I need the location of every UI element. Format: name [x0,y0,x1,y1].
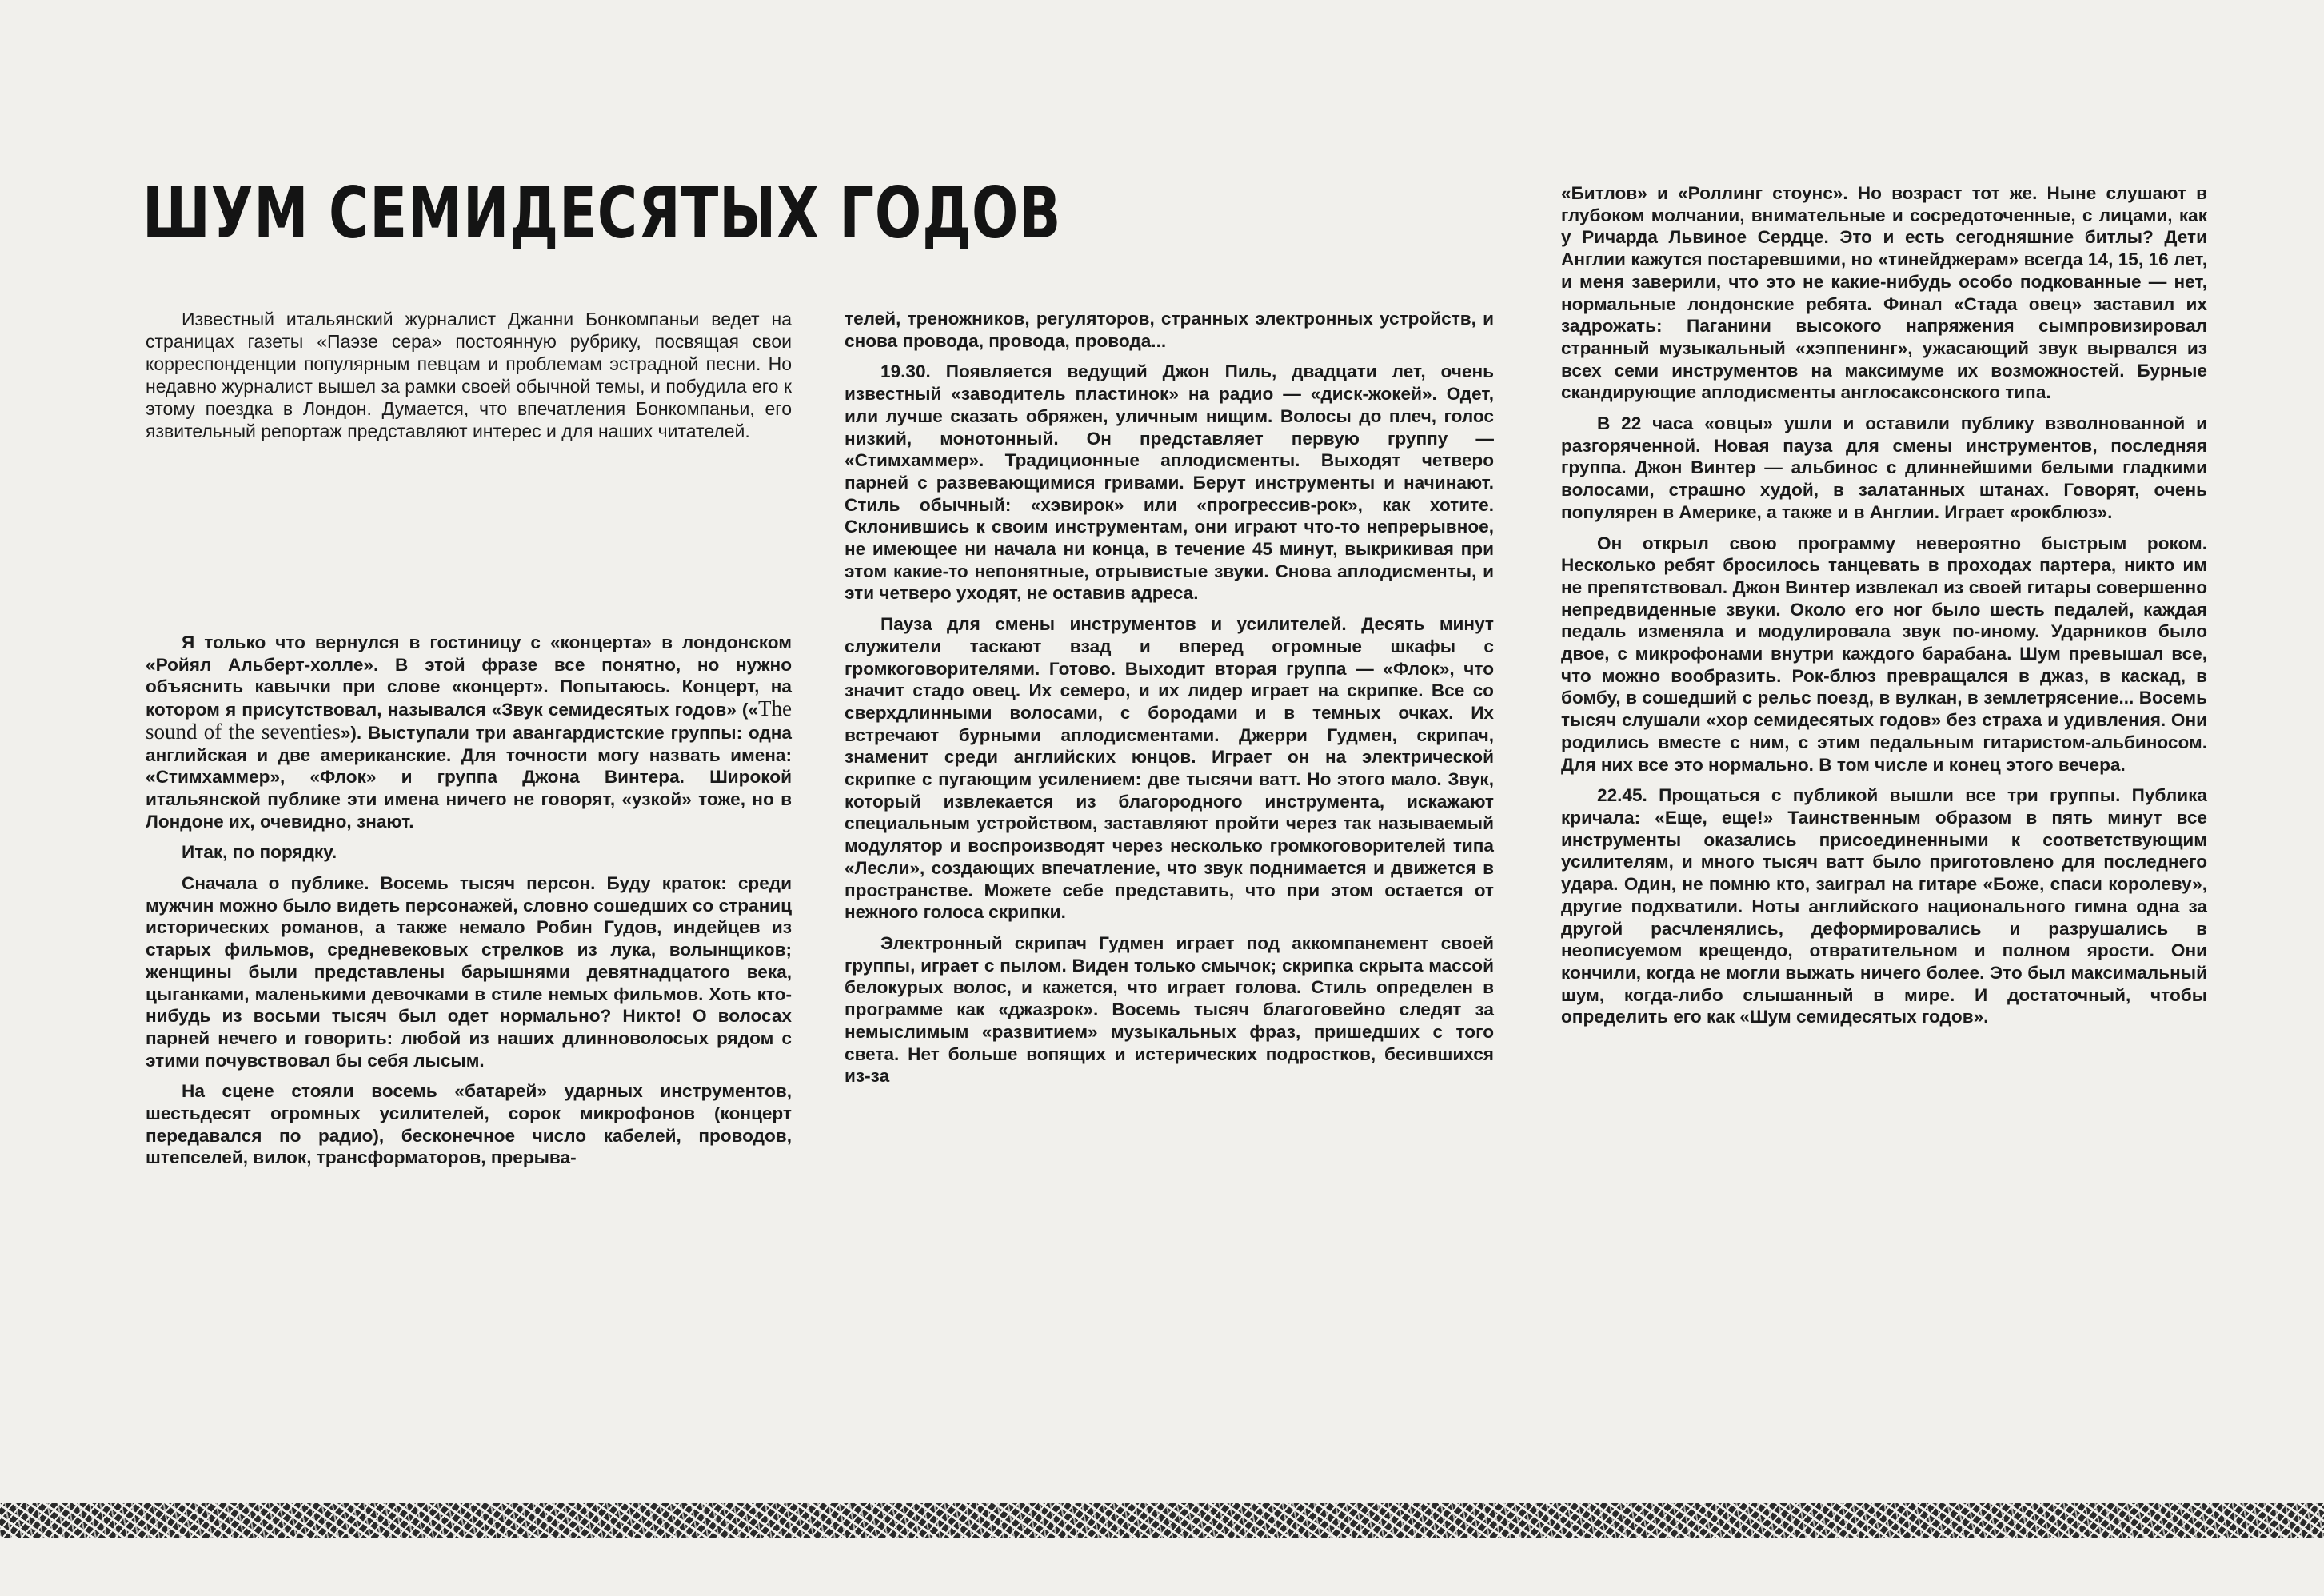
text-run: Я только что вернулся в гостиницу с «концерта» в лондонском «Ройял Альберт-холле». В этой фразе все понятно, но нужно объяснить кавычки при слове «концерт». Попытаюсь. Концерт, на котором я присутствовал, назывался «Звук семидесятых годов» (« [146,632,792,720]
paragraph: Электронный скрипач Гудмен играет под аккомпанемент своей группы, играет с пылом. Виден только смычок; скрипка скрыта массой белокурых волос, и кажется, что играет голова. Стиль определен в программе как «джазрок». Восемь тысяч благоговейно следят за немыслимым «развитием» музыкальных фраз, пришедших с того света. Нет больше вопящих и истерических подростков, бесившихся из-за [845,932,1494,1087]
decorative-noise-band [0,1503,2324,1538]
article-title: ШУМ СЕМИДЕСЯТЫХ ГОДОВ [142,172,1062,254]
paragraph: Он открыл свою программу невероятно быстрым роком. Несколько ребят бросилось танцевать в проходах партера, никто им не препятствовал. Джон Винтер извлекал из своей гитары совершенно непредвиденные звуки. Около его ног было шесть педалей, каждая педаль изменяла и модулировала звук по-иному. Ударников было двое, с микрофонами внутри каждого барабана. Шум превышал все, что можно вообразить. Рок-блюз превращался в джаз, в каскад, в бомбу, в сошедший с рельс поезд, в вулкан, в землетрясение... Восемь тысяч слушали «хор семидесятых годов» без страха и удивления. Они родились вместе с ним, с этим педальным гитаристом-альбиносом. Для них все это нормально. В том числе и конец этого вечера. [1561,533,2207,775]
paragraph: «Битлов» и «Роллинг стоунс». Но возраст тот же. Ныне слушают в глубоком молчании, внимательные и сосредоточенные, с лицами, как у Ричарда Львиное Сердце. Это и есть сегодняшние битлы? Дети Англии кажутся постаревшими, но «тинейджерам» всегда 14, 15, 16 лет, и меня заверили, что это не какие-нибудь особо подкованные — нет, нормальные лондонские ребята. Финал «Стада овец» заставил их задрожать: Паганини высокого напряжения сымпровизировал странный музыкальный «хэппенинг», ужасающий звук вырвался из всех семи инструментов на максимуме их возможностей. Бурные скандирующие аплодисменты англосаксонского типа. [1561,183,2207,403]
paragraph: Сначала о публике. Восемь тысяч персон. Буду краток: среди мужчин можно было видеть персонажей, словно сошедших со страниц исторических романов, а также немало Робин Гудов, индейцев из старых фильмов, средневековых стрелков из лука, волынщиков; женщины были представлены барышнями девятнадцатого века, цыганками, маленькими девочками в стиле немых фильмов. Хоть кто-нибудь из восьми тысяч был одет нормально? Никто! О волосах парней нечего и говорить: любой из наших длинноволосых рядом с этими почувствовал бы себя лысым. [146,873,792,1071]
article-lead [146,308,792,442]
paragraph: В 22 часа «овцы» ушли и оставили публику взволнованной и разгоряченной. Новая пауза для смены инструментов, последняя группа. Джон Винтер — альбинос с длиннейшими белыми гладкими волосами, страшно худой, в залатанных штанах. Говорят, очень популярен в Америке, а также и в Англии. Играет «рокблюз». [1561,413,2207,522]
paragraph: 19.30. Появляется ведущий Джон Пиль, двадцати лет, очень известный «заводитель пластинок» на радио — «диск-жокей». Одет, или лучше сказать обряжен, уличным нищим. Волосы до плеч, голос низкий, монотонный. Он представляет первую группу — «Стимхаммер». Традиционные аплодисменты. Выходят четверо парней с развевающимися гривами. Берут инструменты и начинают. Стиль обычный: «хэвирок» или «прогрессив-рок», как хотите. Склонившись к своим инструментам, они играют что-то непрерывное, не имеющее ни начала ни конца, в течение 45 минут, выкрикивая при этом какие-то непонятные, отрывистые звуки. Снова аплодисменты, и эти четверо уходят, не оставив адреса. [845,361,1494,604]
text-run: »). Выступали три авангардистские группы: одна английская и две американские. Для точности могу назвать имена: «Стимхаммер», «Флок» и группа Джона Винтера. Широкой итальянской публике эти имена ничего не говорят, «узкой» тоже, но в Лондоне их, очевидно, знают. [146,722,792,832]
paragraph: На сцене стояли восемь «батарей» ударных инструментов, шестьдесят огромных усилителей, сорок микрофонов (концерт передавался по радио), бесконечное число кабелей, проводов, штепселей, вилок, трансформаторов, прерыва- [146,1081,792,1168]
article-column-1 [146,632,792,1169]
article-column-3 [1561,182,2207,1028]
article-column-2 [845,308,1494,1087]
lead-paragraph: Известный итальянский журналист Джанни Бонкомпаньи ведет на страницах газеты «Паэзе сера» постоянную рубрику, посвящая свои корреспонденции популярным певцам и проблемам эстрадной песни. Но недавно журналист вышел за рамки своей обычной темы, и побудила его к этому поездка в Лондон. Думается, что впечатления Бонкомпаньи, его язвительный репортаж представляют интерес и для наших читателей. [146,309,792,441]
paragraph [146,632,792,832]
english-title: The sound of the seventies [146,696,792,744]
paragraph: 22.45. Прощаться с публикой вышли все три группы. Публика кричала: «Еще, еще!» Таинственным образом в пять минут все инструменты оказались присоединенными к соответствующим усилителям, и много тысяч ватт было приготовлено для последнего удара. Один, не помню кто, заиграл на гитаре «Боже, спаси королеву», другие подхватили. Ноты английского национального гимна одна за другой расчленялись, деформировались и разрушались в неописуемом крещендо, отвратительном и полном ярости. Они кончили, когда не могли выжать ничего более. Это был максимальный шум, когда-либо слышанный в мире. И достаточный, чтобы определить его как «Шум семидесятых годов». [1561,785,2207,1027]
paragraph: Итак, по порядку. [182,842,337,863]
paragraph: Пауза для смены инструментов и усилителей. Десять минут служители таскают взад и вперед огромные шкафы с громкоговорителями. Готово. Выходит вторая группа — «Флок», что значит стадо овец. Их семеро, и их лидер играет на скрипке. Все со сверхдлинными волосами, с бородами и в темных очках. Их встречают бурными аплодисментами. Джерри Гудмен, скрипач, знаменит среди английских юнцов. Играет он на электрической скрипке с пугающим усилением: две тысячи ватт. Но этого мало. Звук, который извлекается из благородного инструмента, искажают специальным устройством, заставляют пройти через так называемый модулятор и воспроизводят через несколько громкоговорителей типа «Лесли», создающих впечатление, что звук поднимается и движется в пространстве. Можете себе представить, что при этом остается от нежного голоса скрипки. [845,614,1494,923]
paragraph: телей, треножников, регуляторов, странных электронных устройств, и снова провода, провода, провода... [845,309,1494,351]
